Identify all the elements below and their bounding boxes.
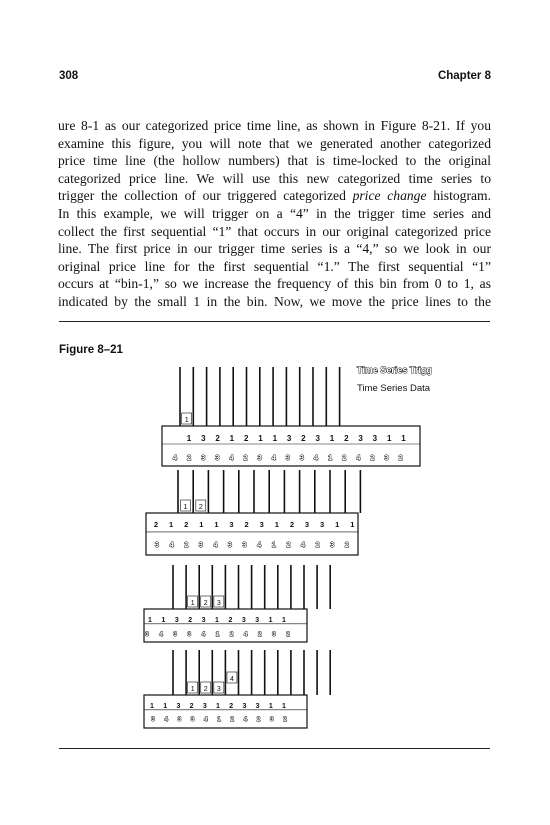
- trigger-series-value: 3: [198, 540, 203, 549]
- data-series-value: 2: [189, 703, 194, 710]
- data-series-value: 2: [188, 617, 193, 624]
- data-series-value: 1: [329, 434, 335, 443]
- data-series-value: 1: [199, 520, 204, 529]
- body-line: indicated by the small 1 in the bin. Now, we move the price lines to the: [58, 293, 491, 309]
- trigger-series-value: 3: [145, 631, 149, 638]
- trigger-series-value: 1: [328, 453, 333, 462]
- data-series-value: 2: [153, 520, 159, 529]
- trigger-series-value: 4: [243, 716, 248, 723]
- data-series-value: 3: [201, 617, 206, 624]
- data-series-value: 1: [282, 703, 286, 710]
- trigger-series-value: 4: [164, 716, 169, 723]
- data-series-value: 1: [335, 520, 340, 529]
- data-series-value: 3: [242, 703, 247, 710]
- data-series-value: 1: [150, 703, 154, 710]
- legend-data-label: Time Series Data: [357, 383, 431, 394]
- trigger-series-value: 4: [313, 453, 319, 462]
- series-box: [144, 609, 307, 642]
- figure-bottom-rule: [59, 748, 490, 749]
- data-series-value: 2: [301, 434, 306, 443]
- data-series-value: 1: [161, 617, 166, 624]
- bin-count: 4: [229, 676, 234, 683]
- trigger-series-value: 3: [299, 453, 304, 462]
- trigger-series-value: 2: [344, 540, 349, 549]
- trigger-series-value: 2: [315, 540, 320, 549]
- body-line: In this example, we will trigger on a “4” in the trigger time series and: [58, 205, 491, 221]
- trigger-series-value: 3: [285, 453, 290, 462]
- body-line: price time line (the hollow numbers) that is time-locked to the original: [58, 153, 491, 169]
- data-series-value: 3: [255, 703, 260, 710]
- bin-count: 3: [216, 600, 221, 607]
- trigger-series-value: 2: [243, 453, 248, 462]
- data-series-value: 1: [215, 617, 219, 624]
- trigger-series-value: 2: [256, 716, 261, 723]
- bin-count: 1: [184, 415, 189, 424]
- trigger-series-value: 1: [271, 540, 276, 549]
- trigger-series-value: 2: [286, 540, 291, 549]
- bin-count: 2: [198, 502, 203, 511]
- trigger-series-value: 3: [330, 540, 335, 549]
- figure-label: Figure 8–21: [59, 344, 123, 356]
- trigger-series-value: 4: [203, 716, 208, 723]
- body-line: line. The first price in our trigger time series is a “4,” so we look in our: [58, 241, 491, 257]
- trigger-series-value: 4: [356, 453, 361, 462]
- data-series-value: 3: [304, 520, 310, 529]
- trigger-series-value: 4: [172, 453, 178, 462]
- data-series-value: 1: [274, 520, 279, 529]
- trigger-series-value: 2: [283, 716, 287, 723]
- data-series-value: 1: [268, 617, 273, 624]
- trigger-series-value: 1: [215, 631, 220, 638]
- data-series-value: 3: [320, 520, 325, 529]
- data-series-value: 2: [244, 520, 249, 529]
- trigger-series-value: 1: [217, 716, 221, 723]
- body-line: ure 8-1 as our categorized price time line, as shown in Figure 8-21. If you: [58, 118, 491, 133]
- trigger-series-value: 3: [215, 453, 220, 462]
- trigger-series-value: 3: [272, 631, 276, 638]
- body-line: collect the first sequential “1” that occurs in our original categorized price: [58, 223, 491, 239]
- data-series-value: 1: [282, 617, 286, 624]
- trigger-series-value: 2: [342, 453, 347, 462]
- body-line: examine this figure, you will note that we generated another categorized: [58, 135, 491, 151]
- trigger-series-value: 4: [213, 540, 218, 549]
- data-series-value: 2: [228, 617, 233, 624]
- data-series-value: 2: [215, 434, 220, 443]
- data-series-value: 2: [289, 520, 294, 529]
- trigger-series-value: 3: [187, 631, 192, 638]
- data-series-value: 1: [169, 520, 174, 529]
- data-series-value: 1: [350, 520, 355, 529]
- trigger-series-value: 3: [257, 453, 262, 462]
- data-series-value: 3: [241, 617, 246, 624]
- trigger-series-value: 3: [242, 540, 247, 549]
- trigger-series-value: 4: [201, 631, 206, 638]
- bin-count: 1: [190, 600, 195, 607]
- legend-trigger-label: Time Series Trigg: [357, 365, 432, 375]
- bin-count: 3: [216, 686, 221, 693]
- data-series-value: 3: [202, 703, 207, 710]
- data-series-value: 1: [272, 434, 278, 443]
- data-series-value: 3: [176, 703, 181, 710]
- trigger-series-value: 3: [201, 453, 206, 462]
- data-series-value: 3: [259, 520, 264, 529]
- series-box: [144, 695, 307, 728]
- trigger-series-value: 4: [257, 540, 262, 549]
- bin-count: 1: [190, 686, 195, 693]
- trigger-series-value: 2: [286, 631, 290, 638]
- data-series-value: 3: [286, 434, 292, 443]
- body-line: categorized price line. We will use this new categorized time series to: [58, 170, 491, 186]
- trigger-series-value: 4: [243, 631, 248, 638]
- data-series-value: 3: [358, 434, 363, 443]
- data-series-value: 2: [229, 703, 234, 710]
- trigger-series-value: 3: [269, 716, 274, 723]
- trigger-series-value: 2: [257, 631, 262, 638]
- data-series-value: 2: [243, 434, 249, 443]
- trigger-series-value: 2: [370, 453, 375, 462]
- trigger-series-value: 2: [184, 540, 189, 549]
- data-series-value: 3: [315, 434, 320, 443]
- bin-count: 2: [203, 600, 208, 607]
- trigger-series-value: 2: [229, 631, 234, 638]
- data-series-value: 1: [258, 434, 263, 443]
- bin-count: 1: [183, 502, 188, 511]
- trigger-series-value: 4: [300, 540, 306, 549]
- bin-count: 2: [203, 686, 208, 693]
- trigger-series-value: 4: [169, 540, 174, 549]
- data-series-value: 3: [255, 617, 260, 624]
- trigger-series-value: 4: [159, 631, 163, 638]
- data-series-value: 3: [201, 434, 206, 443]
- data-series-value: 3: [229, 520, 234, 529]
- data-series-value: 3: [372, 434, 378, 443]
- data-series-value: 1: [401, 434, 406, 443]
- trigger-series-value: 4: [229, 453, 234, 462]
- series-box: [146, 513, 358, 555]
- data-series-value: 2: [344, 434, 349, 443]
- page-number: 308: [59, 70, 79, 82]
- chapter-heading: Chapter 8: [437, 70, 491, 82]
- data-series-value: 1: [386, 434, 392, 443]
- data-series-value: 2: [184, 520, 189, 529]
- body-line: original price line for the first sequential “1.” The first sequential “1”: [58, 258, 491, 274]
- data-series-value: 1: [214, 520, 219, 529]
- data-series-value: 1: [216, 703, 220, 710]
- data-series-value: 1: [186, 434, 192, 443]
- trigger-series-value: 3: [173, 631, 178, 638]
- trigger-series-value: 3: [190, 716, 195, 723]
- body-line: occurs at “bin-1,” so we increase the frequency of this bin from 0 to 1, as: [58, 276, 491, 292]
- trigger-series-value: 3: [384, 453, 389, 462]
- trigger-series-value: 3: [154, 540, 160, 549]
- data-series-value: 3: [174, 617, 179, 624]
- data-series-value: 1: [268, 703, 273, 710]
- data-series-value: 1: [148, 617, 152, 624]
- body-line: trigger the collection of our triggered categorized price change histogram.: [58, 188, 491, 204]
- trigger-series-value: 2: [230, 716, 235, 723]
- trigger-series-value: 3: [151, 716, 155, 723]
- trigger-series-value: 3: [227, 540, 233, 549]
- trigger-series-value: 4: [271, 453, 276, 462]
- trigger-series-value: 3: [177, 716, 182, 723]
- trigger-series-value: 2: [398, 453, 403, 462]
- data-series-value: 1: [163, 703, 168, 710]
- trigger-series-value: 2: [187, 453, 192, 462]
- data-series-value: 1: [229, 434, 235, 443]
